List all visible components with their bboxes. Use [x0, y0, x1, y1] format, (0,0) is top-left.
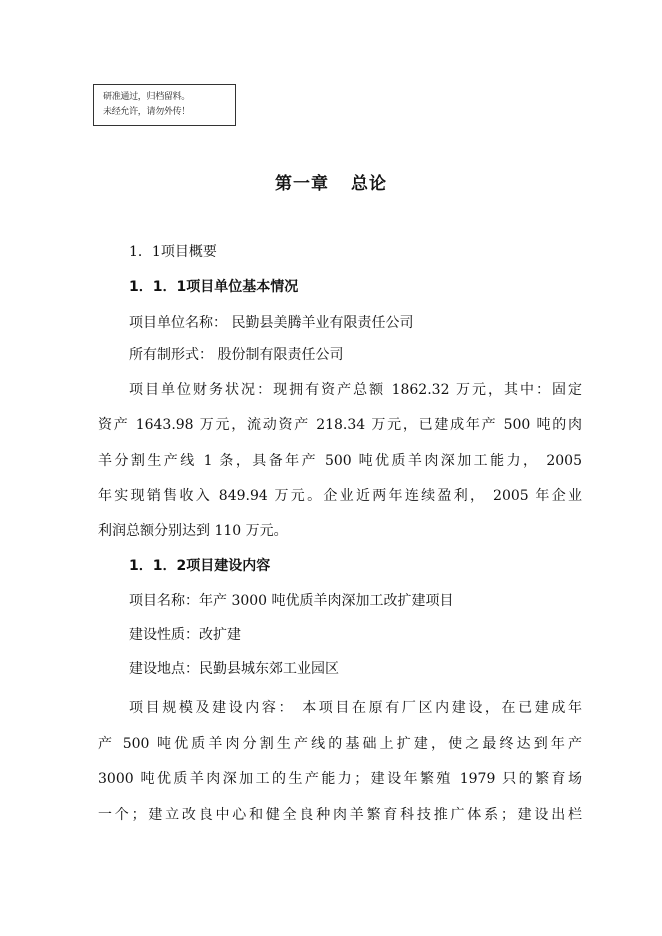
scale-paragraph-line: 产 500 吨优质羊肉分割生产线的基础上扩建，使之最终达到年产: [98, 736, 582, 752]
section-heading-1-1: 1．1项目概要: [129, 244, 217, 260]
notice-line-2: 未经允许，请勿外传！: [103, 107, 191, 117]
unit-name-line: 项目单位名称： 民勤县美腾羊业有限责任公司: [129, 315, 414, 331]
construction-nature-line: 建设性质：改扩建: [129, 627, 241, 643]
section-heading-1-1-1: 1．1．1项目单位基本情况: [129, 279, 299, 295]
scale-paragraph-line: 3000 吨优质羊肉深加工的生产能力；建设年繁殖 1979 只的繁育场: [98, 771, 582, 787]
construction-site-line: 建设地点：民勤县城东郊工业园区: [129, 661, 339, 677]
section-heading-1-1-2: 1．1．2项目建设内容: [129, 558, 271, 574]
finance-paragraph-line: 利润总额分别达到 110 万元。: [98, 523, 288, 539]
finance-paragraph-line: 项目单位财务状况：现拥有资产总额 1862.32 万元，其中：固定: [129, 382, 582, 398]
chapter-number: 第一章: [275, 174, 329, 194]
finance-paragraph-line: 资产 1643.98 万元，流动资产 218.34 万元，已建成年产 500 吨的肉: [98, 417, 582, 433]
notice-stamp-box: [93, 84, 236, 126]
chapter-name: 总论: [351, 174, 387, 194]
scale-paragraph-line: 项目规模及建设内容： 本项目在原有厂区内建设，在已建成年: [129, 700, 582, 716]
chapter-title: [0, 172, 662, 196]
ownership-line: 所有制形式： 股份制有限责任公司: [129, 347, 344, 363]
notice-line-1: 研准通过，归档留料。: [103, 92, 191, 102]
finance-paragraph-line: 羊分割生产线 1 条，具备年产 500 吨优质羊肉深加工能力， 2005: [98, 453, 582, 469]
scale-paragraph-line: 一个；建立改良中心和健全良种肉羊繁育科技推广体系；建设出栏: [98, 807, 582, 823]
finance-paragraph-line: 年实现销售收入 849.94 万元。企业近两年连续盈利， 2005 年企业: [98, 488, 582, 504]
project-name-line: 项目名称：年产 3000 吨优质羊肉深加工改扩建项目: [129, 593, 454, 609]
